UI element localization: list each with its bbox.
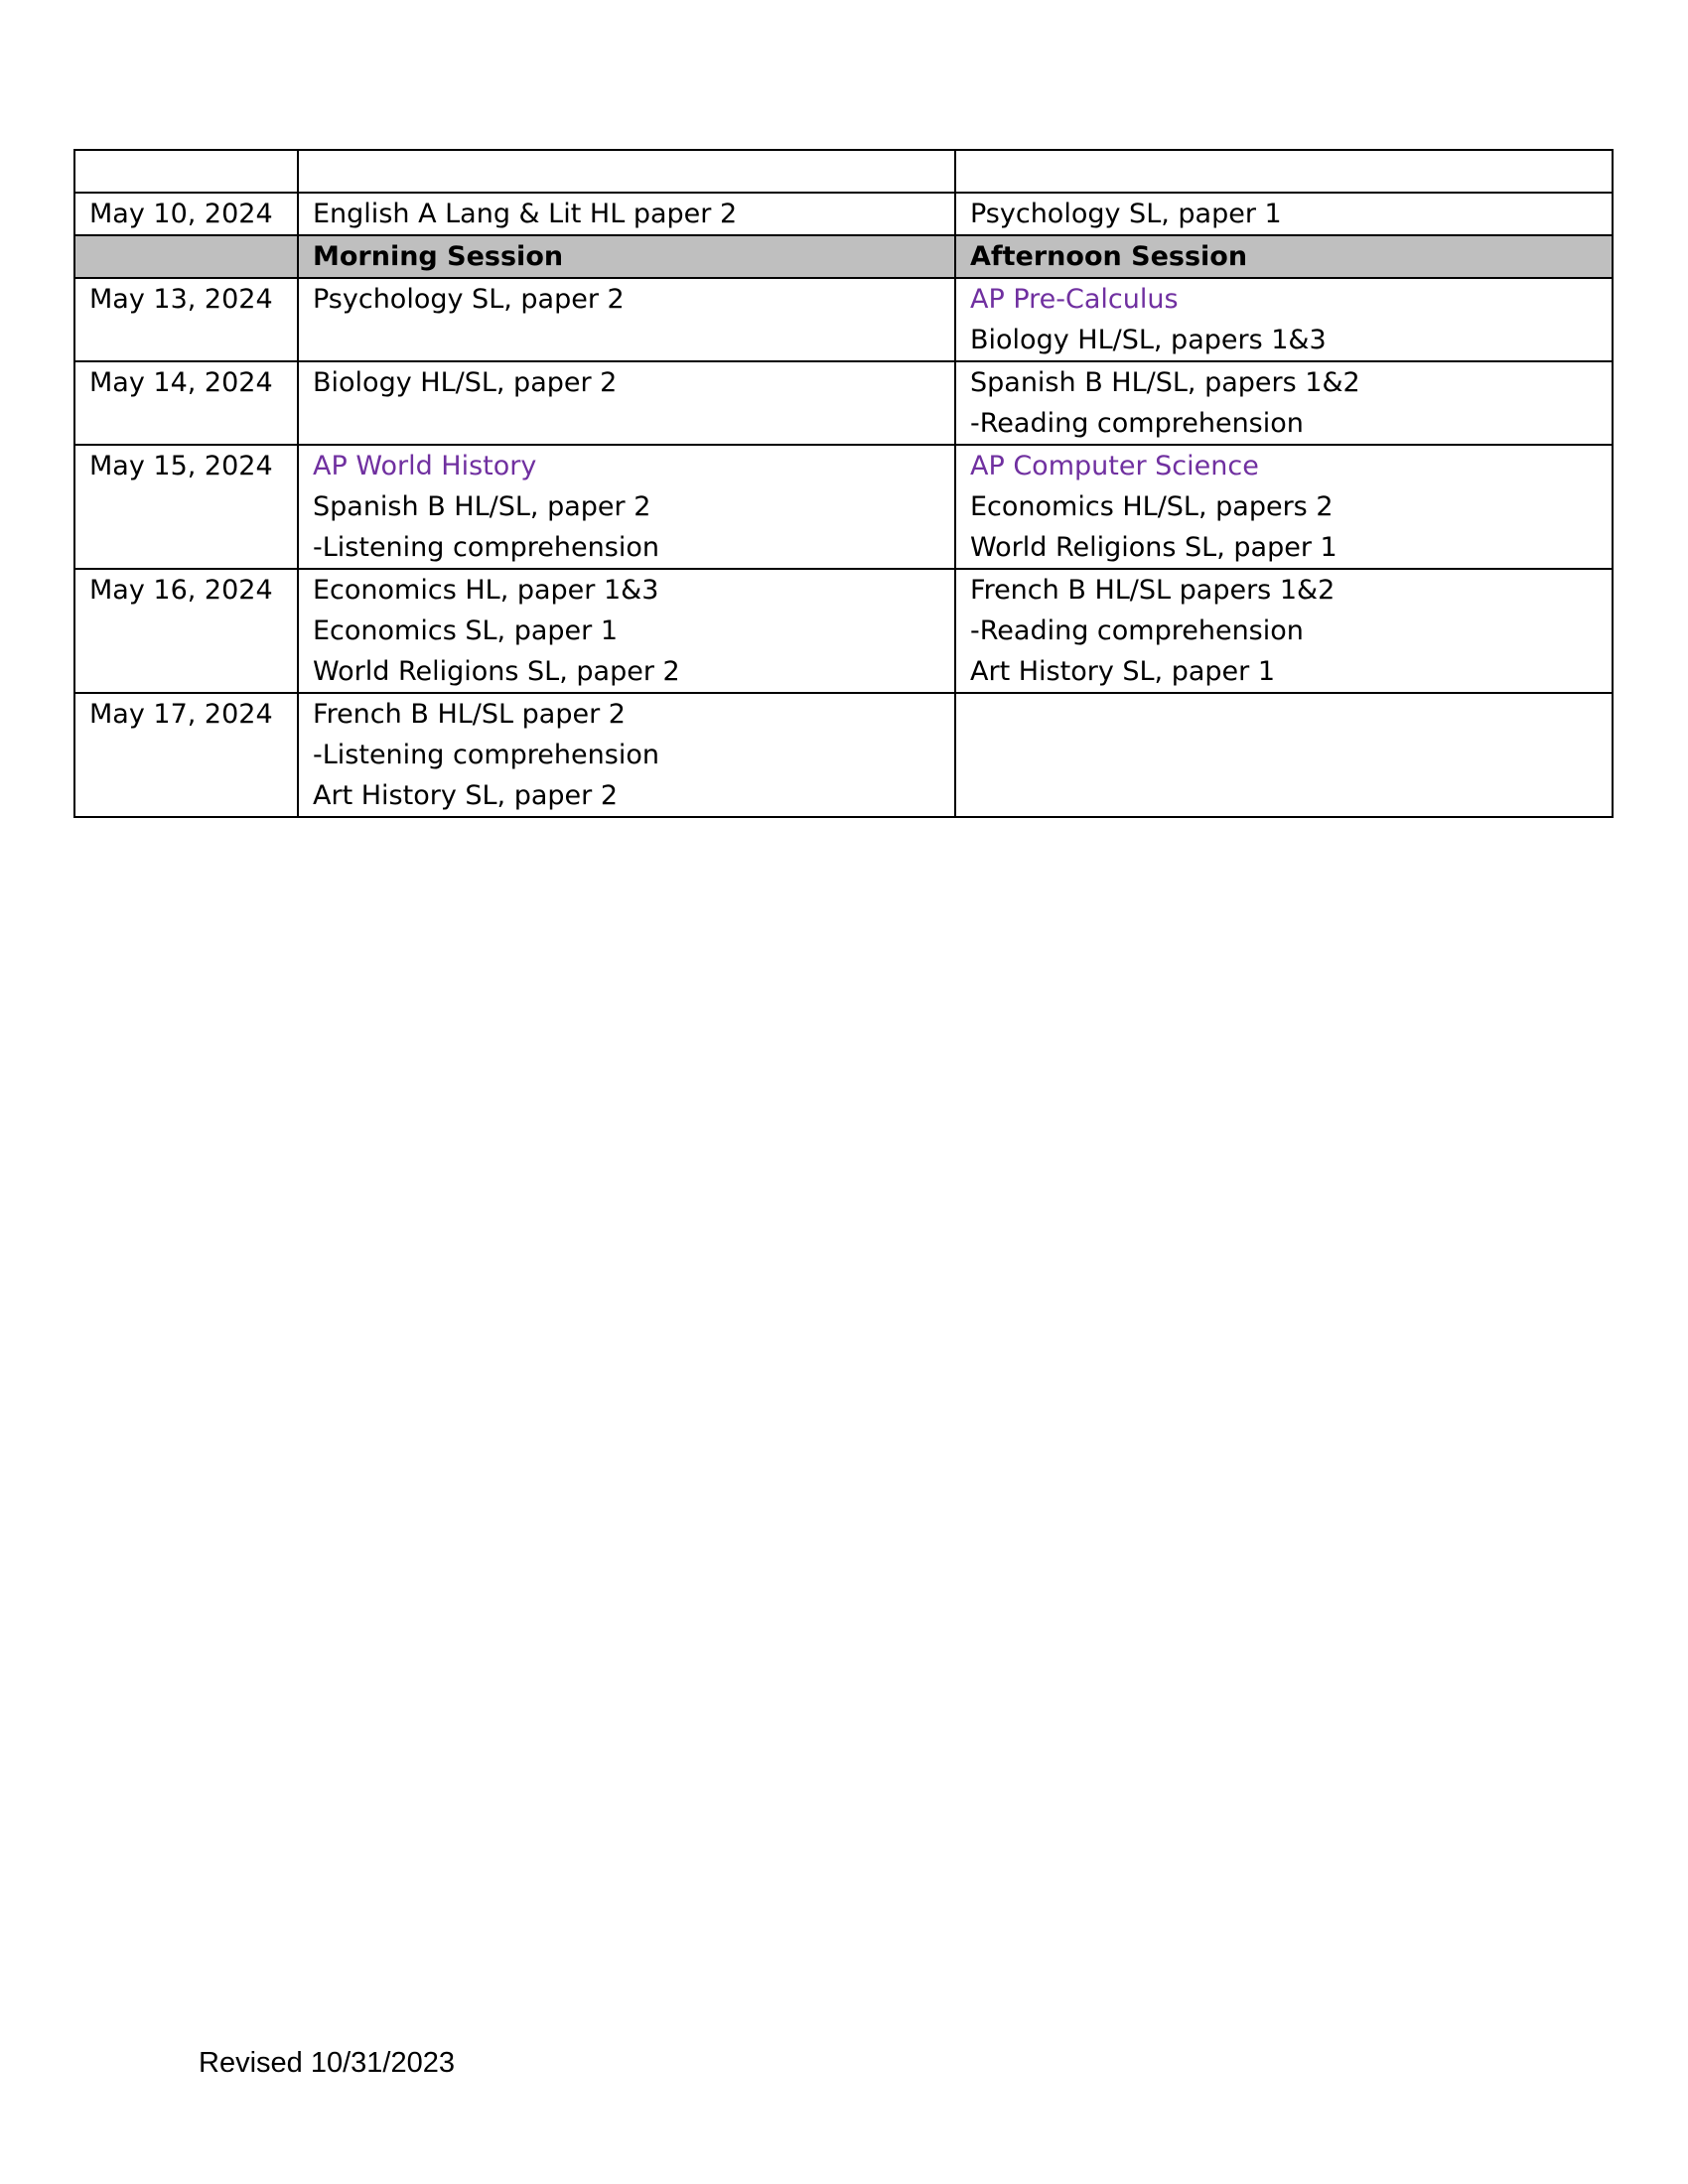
- morning-session-cell: [298, 235, 955, 278]
- date-cell: May 13, 2024: [74, 278, 298, 361]
- morning-session-cell: [298, 569, 955, 693]
- exam-schedule-body: [74, 150, 1613, 817]
- afternoon-session-cell: [955, 361, 1613, 445]
- exam-entry: Biology HL/SL, paper 2: [313, 367, 618, 398]
- date-cell: May 16, 2024: [74, 569, 298, 693]
- exam-entry: Spanish B HL/SL, paper 2: [313, 491, 651, 522]
- morning-session-heading: Morning Session: [313, 241, 564, 272]
- schedule-row: [74, 278, 1613, 361]
- schedule-row: [74, 193, 1613, 235]
- exam-entry: French B HL/SL paper 2: [313, 699, 626, 730]
- schedule-row: [74, 150, 1613, 193]
- morning-session-cell: [298, 361, 955, 445]
- morning-session-cell: [298, 278, 955, 361]
- exam-entry: World Religions SL, paper 2: [313, 656, 680, 687]
- exam-entry: Economics SL, paper 1: [313, 615, 618, 646]
- date-cell: [74, 235, 298, 278]
- ap-exam-entry: AP World History: [313, 451, 537, 481]
- schedule-row: [74, 361, 1613, 445]
- date-cell: May 15, 2024: [74, 445, 298, 569]
- exam-entry: English A Lang & Lit HL paper 2: [313, 199, 738, 229]
- date-cell: May 10, 2024: [74, 193, 298, 235]
- exam-entry: -Listening comprehension: [313, 532, 659, 563]
- schedule-row: [74, 569, 1613, 693]
- exam-entry: -Listening comprehension: [313, 740, 659, 770]
- exam-entry: Economics HL/SL, papers 2: [970, 491, 1334, 522]
- exam-entry: Art History SL, paper 2: [313, 780, 619, 811]
- exam-schedule-table: [73, 149, 1614, 818]
- morning-session-cell: [298, 445, 955, 569]
- exam-entry: Psychology SL, paper 2: [313, 284, 625, 315]
- afternoon-session-heading: Afternoon Session: [970, 241, 1248, 272]
- afternoon-session-cell: [955, 445, 1613, 569]
- morning-session-cell: [298, 693, 955, 817]
- afternoon-session-cell: [955, 278, 1613, 361]
- date-cell: May 17, 2024: [74, 693, 298, 817]
- morning-session-cell: [298, 150, 955, 193]
- afternoon-session-cell: [955, 150, 1613, 193]
- exam-entry: Economics HL, paper 1&3: [313, 575, 659, 606]
- ap-exam-entry: AP Computer Science: [970, 451, 1259, 481]
- afternoon-session-cell: [955, 693, 1613, 817]
- date-cell: [74, 150, 298, 193]
- exam-entry: Art History SL, paper 1: [970, 656, 1276, 687]
- exam-entry: -Reading comprehension: [970, 615, 1304, 646]
- revised-date: Revised 10/31/2023: [199, 2047, 455, 2079]
- afternoon-session-cell: [955, 235, 1613, 278]
- ap-exam-entry: AP Pre-Calculus: [970, 284, 1179, 315]
- session-header-row: [74, 235, 1613, 278]
- afternoon-session-cell: [955, 193, 1613, 235]
- exam-entry: World Religions SL, paper 1: [970, 532, 1337, 563]
- exam-entry: Spanish B HL/SL, papers 1&2: [970, 367, 1360, 398]
- afternoon-session-cell: [955, 569, 1613, 693]
- exam-entry: -Reading comprehension: [970, 408, 1304, 439]
- exam-entry: Biology HL/SL, papers 1&3: [970, 325, 1327, 355]
- morning-session-cell: [298, 193, 955, 235]
- exam-entry: Psychology SL, paper 1: [970, 199, 1282, 229]
- schedule-row: [74, 693, 1613, 817]
- exam-entry: French B HL/SL papers 1&2: [970, 575, 1336, 606]
- schedule-row: [74, 445, 1613, 569]
- date-cell: May 14, 2024: [74, 361, 298, 445]
